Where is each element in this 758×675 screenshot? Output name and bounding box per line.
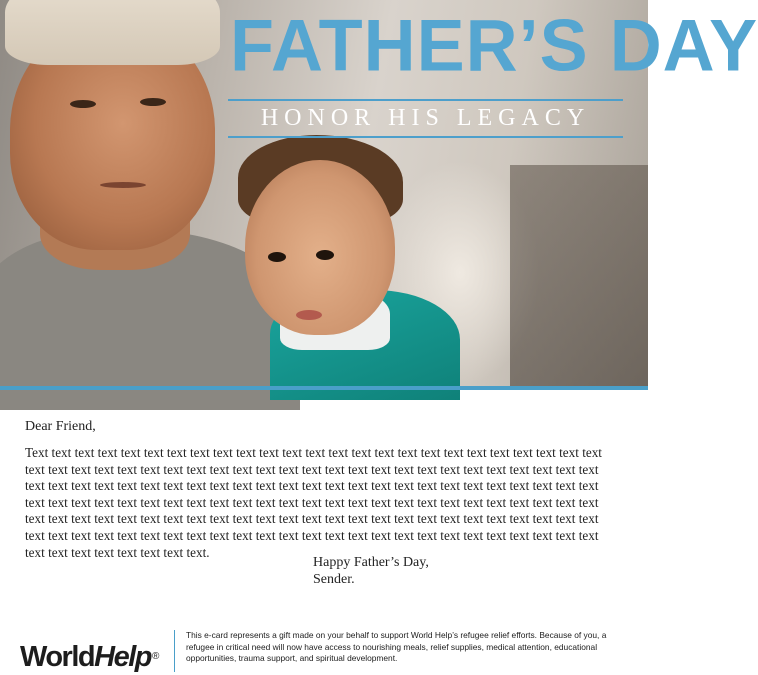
- footer-disclaimer: This e-card represents a gift made on your behalf to support World Help’s refugee relief efforts. Because of you, a refugee in critical need will now have access to nourishing meals, relief supplies, medical attention, educational opportunities, trauma support, and spiritual development.: [186, 630, 607, 663]
- card-subtitle: HONOR HIS LEGACY: [260, 105, 591, 131]
- letter-closing: [313, 555, 429, 588]
- registered-mark: ®: [151, 651, 160, 662]
- world-help-logo: [20, 640, 159, 674]
- child-face: [245, 160, 395, 335]
- child-mouth: [296, 310, 322, 320]
- subtitle-top-rule: [228, 99, 623, 101]
- hero-bottom-bar: [0, 386, 648, 390]
- letter-greeting: Dear Friend,: [25, 419, 96, 434]
- sender-name: Sender.: [313, 571, 355, 587]
- logo-world: World: [20, 641, 95, 673]
- child-right-eye: [316, 250, 334, 260]
- child-left-eye: [268, 252, 286, 262]
- father-right-eye: [140, 98, 166, 106]
- logo-help: Help: [94, 641, 151, 673]
- background-tent: [510, 165, 648, 386]
- footer-divider: [174, 630, 175, 672]
- father-cap: [5, 0, 220, 65]
- card-title: FATHER’S DAY: [230, 5, 758, 87]
- subtitle-bottom-rule: [228, 136, 623, 138]
- father-mouth: [100, 182, 146, 188]
- closing-line: Happy Father’s Day,: [313, 555, 429, 570]
- letter-body: Text text text text text text text text text text text text text text text text text text text text text text text text text text text text text text text text text text text text text text text text text text text text text text text text text text text text text text text text text text text text text text text text text text text text text text text text text text text text text text text text text text text text text text text text text text text text text text text text text text text text text text text text text text text text text text text text text text text text text text text text text text text text text text text text text text text text text text text text text text text text text text text text text text text text text text text text text text text text text text.: [25, 445, 602, 560]
- father-left-eye: [70, 100, 96, 108]
